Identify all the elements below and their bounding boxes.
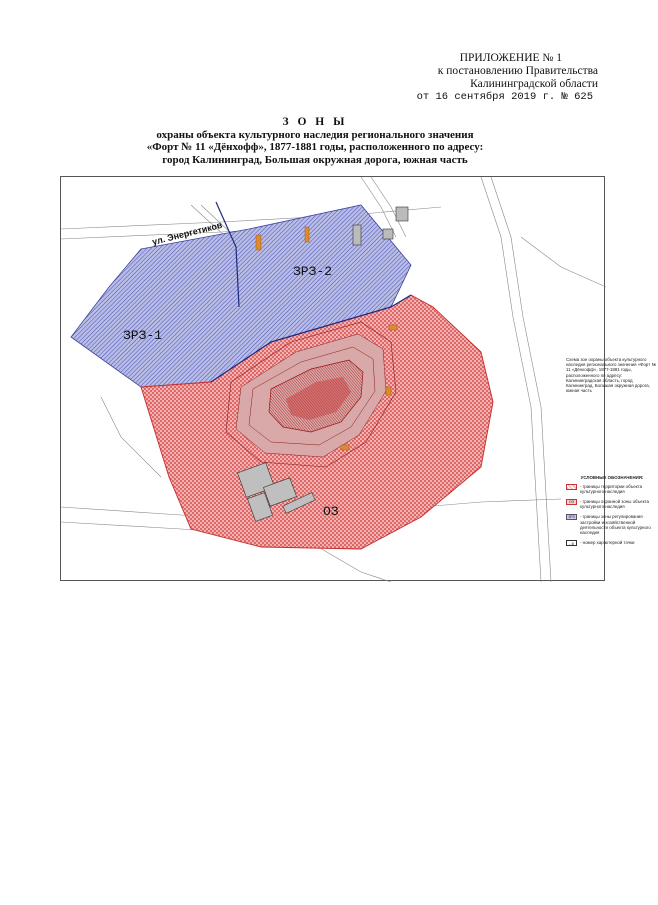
map-legend xyxy=(566,357,658,551)
appendix-block xyxy=(417,52,598,104)
legend-item-text: - границы зоны регулирования застройки и хозяйственной деятельности объекта культурного наследия xyxy=(580,514,651,536)
title-line-1: охраны объекта культурного наследия регионального значения xyxy=(156,128,474,141)
zones-map xyxy=(60,176,657,581)
zone-label-oz: ОЗ xyxy=(323,504,339,519)
title-heading: З О Н Ы xyxy=(282,116,348,128)
legend-item xyxy=(566,514,658,535)
appendix-number: ПРИЛОЖЕНИЕ № 1 xyxy=(459,52,562,64)
appendix-region: Калининградской области xyxy=(470,78,598,90)
legend-item xyxy=(566,540,658,546)
appendix-decree: к постановлению Правительства xyxy=(437,65,598,77)
regulation-zone-swatch-icon: ЗРЗ xyxy=(566,514,577,520)
title-line-2: «Форт № 11 «Дёнхофф», 1877-1881 годы, расположенного по адресу: xyxy=(146,141,484,153)
protection-zone-swatch-icon: ОЗ xyxy=(566,499,577,505)
legend-item xyxy=(566,484,658,494)
legend-item xyxy=(566,499,658,509)
legend-item-text: - границы охранной зоны объекта культурного наследия xyxy=(580,499,649,510)
point-number-swatch-icon: - 8 xyxy=(566,540,577,546)
appendix-date-number: от 16 сентября 2019 г. № 625 xyxy=(416,91,593,103)
legend-caption: Схема зон охраны объекта культурного наследия регионального значения «Форт № 11 «Дёнхофф», 1877-1881 годы, расположенного по адресу: Калининградская область, город Калининград, Большая окружная дорога, южная часть xyxy=(566,357,657,394)
legend-heading: УСЛОВНЫЕ ОБОЗНАЧЕНИЯ: xyxy=(580,475,644,481)
legend-item-text: - границы территории объекта культурного наследия xyxy=(580,483,643,494)
zone-label-zrz1: ЗРЗ-1 xyxy=(123,328,163,343)
object-territory-swatch-icon xyxy=(566,484,577,490)
zone-label-zrz2: ЗРЗ-2 xyxy=(293,264,333,279)
legend-item-text: - номер характерной точки xyxy=(580,540,635,546)
document-title xyxy=(120,116,510,166)
street-label: ул. Энергетиков xyxy=(151,219,224,247)
title-line-3: город Калининград, Большая окружная дорога, южная часть xyxy=(162,153,468,166)
map-drawing xyxy=(61,177,606,582)
